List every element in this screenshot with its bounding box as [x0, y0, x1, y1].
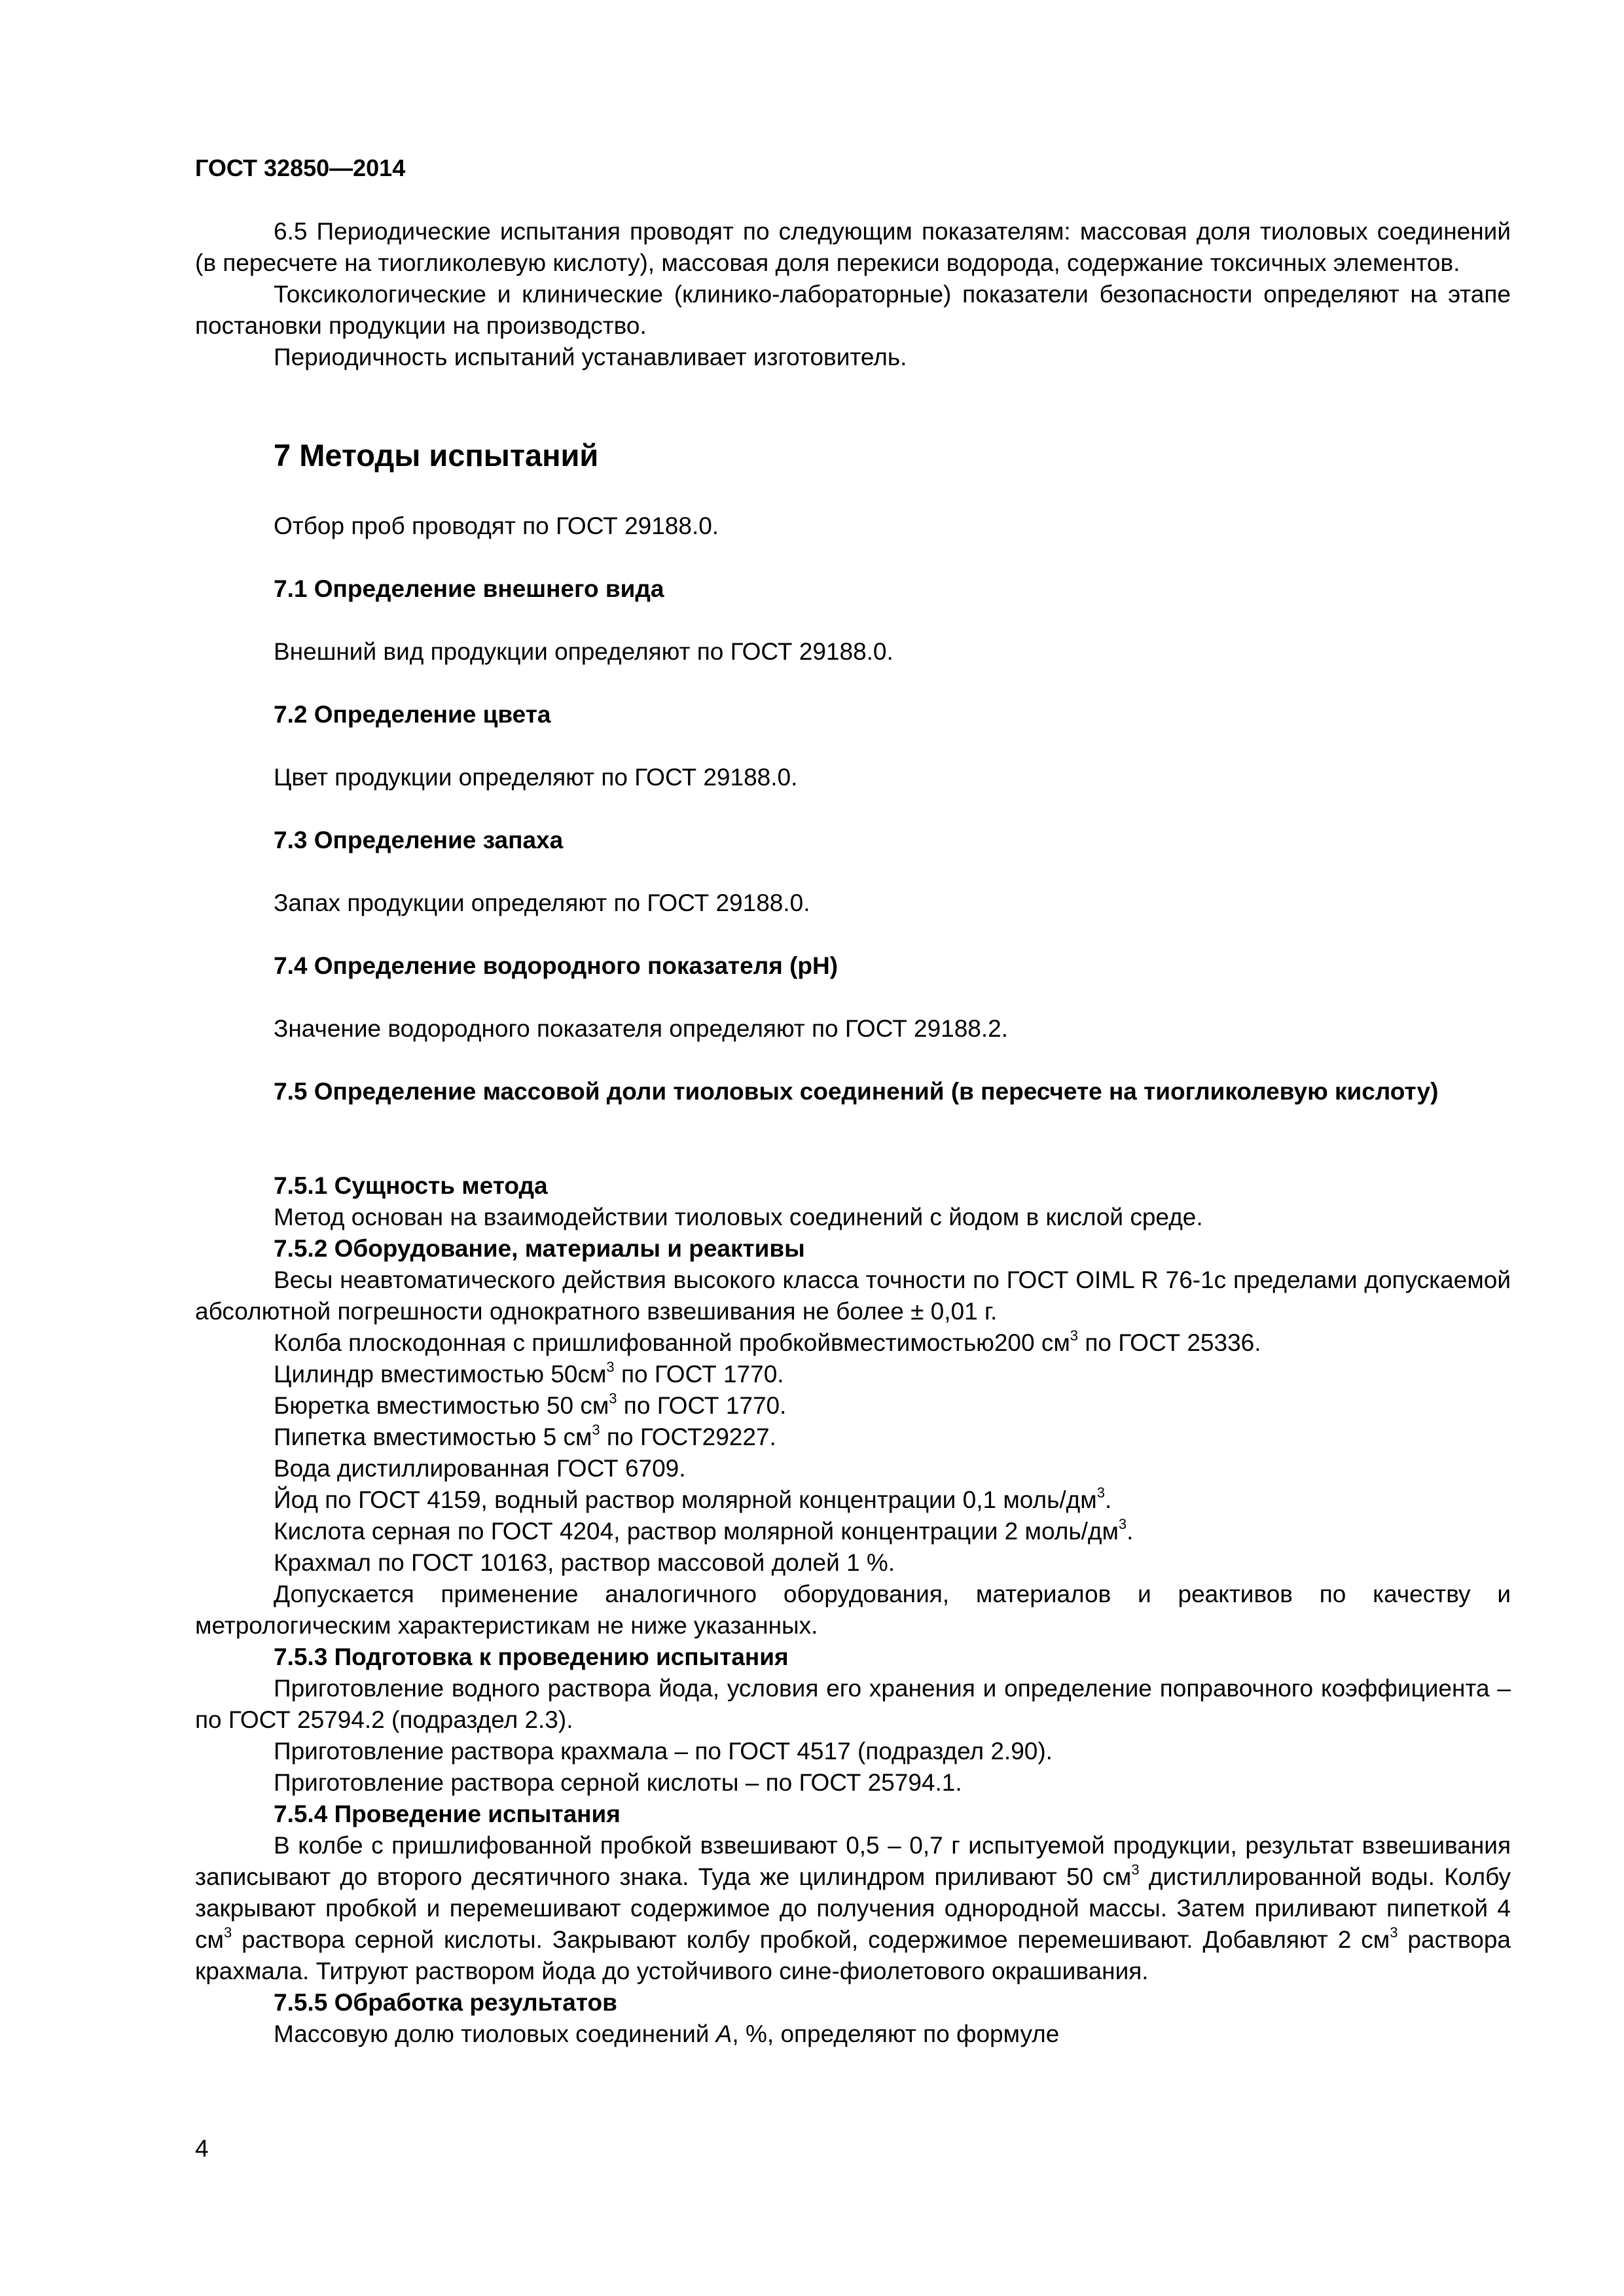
paragraph: Весы неавтоматического действия высокого класса точности по ГОСТ OIML R 76-1с пределами допускаемой абсолютной погрешности однократного взвешивания не более ± 0,01 г.	[195, 1266, 1511, 1325]
text: раствора крахмала. Титруют раствором йода до устойчивого сине-фиолетового окрашивания.	[195, 1926, 1511, 1984]
paragraph: Токсикологические и клинические (клинико-лабораторные) показатели безопасности определяют на этапе постановки продукции на производство.	[195, 281, 1511, 339]
paragraph: Приготовление раствора серной кислоты – по ГОСТ 25794.1.	[274, 1769, 962, 1796]
paragraph: Допускается применение аналогичного оборудования, материалов и реактивов по качеству и метрологическим характеристикам не ниже указанных.	[195, 1581, 1511, 1639]
paragraph: Вода дистиллированная ГОСТ 6709.	[274, 1455, 686, 1482]
superscript: 3	[592, 1422, 600, 1438]
paragraph: 6.5 Периодические испытания проводят по следующим показателям: массовая доля тиоловых соединений (в пересчете на тиогликолевую кислоту), массовая доля перекиси водорода, содержание токсичных элементов.	[195, 218, 1511, 276]
document-header: ГОСТ 32850—2014	[195, 154, 406, 181]
superscript: 3	[1096, 1484, 1105, 1501]
superscript: 3	[1131, 1861, 1140, 1878]
text: В колбе с пришлифованной пробкой взвешивают 0,5 – 0,7 г испытуемой продукции, результат взвешивания записывают до второго десятичного знака. Туда же цилиндром приливают 50 см	[195, 1832, 1511, 1890]
paragraph	[195, 2018, 1511, 2050]
subsection-title: 7.1 Определение внешнего вида	[274, 575, 664, 602]
text: Цилиндр вместимостью 50см	[274, 1361, 607, 1388]
paragraph: Периодичность испытаний устанавливает изготовитель.	[274, 344, 907, 370]
text: Массовую долю тиоловых соединений	[274, 2020, 716, 2047]
subsection-title: 7.5.4 Проведение испытания	[274, 1801, 621, 1827]
text: Йод по ГОСТ 4159, водный раствор молярной концентрации 0,1 моль/дм	[274, 1486, 1097, 1513]
paragraph: Приготовление водного раствора йода, условия его хранения и определение поправочного коэффициента – по ГОСТ 25794.2 (подраздел 2.3).	[195, 1675, 1511, 1733]
paragraph: Отбор проб проводят по ГОСТ 29188.0.	[274, 512, 719, 539]
superscript: 3	[1390, 1924, 1398, 1941]
text: по ГОСТ 25336.	[1078, 1329, 1261, 1356]
text: , %, определяют по формуле	[732, 2020, 1060, 2047]
text: дистиллированной воды. Колбу закрывают пробкой и перемешивают содержимое до получения однородной массы. Затем приливают пипеткой 4 см	[195, 1863, 1511, 1953]
subsection-title: 7.5.2 Оборудование, материалы и реактивы	[274, 1235, 805, 1262]
section-6-5	[195, 216, 1511, 373]
formula-variable: А	[715, 2020, 732, 2047]
subsection-title: 7.3 Определение запаха	[274, 827, 564, 853]
text: по ГОСТ 1770.	[614, 1361, 784, 1388]
superscript: 3	[606, 1359, 615, 1375]
paragraph: Значение водородного показателя определяют по ГОСТ 29188.2.	[274, 1015, 1009, 1042]
paragraph	[195, 1359, 1511, 1390]
paragraph	[195, 1516, 1511, 1547]
paragraph	[195, 1484, 1511, 1516]
text: Бюретка вместимостью 50 см	[274, 1392, 609, 1419]
paragraph: Внешний вид продукции определяют по ГОСТ 29188.0.	[274, 638, 893, 665]
section-7-5	[195, 1076, 1511, 1107]
text: Колба плоскодонная с пришлифованной пробкойвместимостью200 см	[274, 1329, 1070, 1356]
page-number: 4	[195, 2135, 209, 2162]
section-title: 7 Методы испытаний	[274, 438, 599, 473]
paragraph: Приготовление раствора крахмала – по ГОСТ 4517 (подраздел 2.90).	[274, 1738, 1053, 1765]
superscript: 3	[223, 1924, 232, 1941]
paragraph: Цвет продукции определяют по ГОСТ 29188.0.	[274, 764, 798, 791]
text: .	[1127, 1518, 1134, 1545]
paragraph: Запах продукции определяют по ГОСТ 29188.0.	[274, 889, 810, 916]
subsection-title: 7.5.3 Подготовка к проведению испытания	[274, 1643, 789, 1670]
text: .	[1104, 1486, 1112, 1513]
paragraph: Крахмал по ГОСТ 10163, раствор массовой долей 1 %.	[274, 1549, 895, 1576]
text: раствора серной кислоты. Закрывают колбу пробкой, содержимое перемешивают. Добавляют 2 см	[232, 1926, 1390, 1953]
paragraph	[195, 1327, 1511, 1359]
subsection-title: 7.5.1 Сущность метода	[274, 1172, 548, 1199]
paragraph	[195, 1390, 1511, 1422]
paragraph: Метод основан на взаимодействии тиоловых соединений с йодом в кислой среде.	[274, 1204, 1203, 1230]
text: Кислота серная по ГОСТ 4204, раствор молярной концентрации 2 моль/дм	[274, 1518, 1119, 1545]
subsection-title: 7.2 Определение цвета	[274, 701, 551, 728]
superscript: 3	[1118, 1516, 1127, 1532]
text: по ГОСТ 1770.	[617, 1392, 787, 1419]
section-7-5-body	[195, 1170, 1511, 2050]
text: по ГОСТ29227.	[600, 1424, 776, 1450]
superscript: 3	[609, 1390, 617, 1407]
text: Пипетка вместимостью 5 см	[274, 1424, 592, 1450]
superscript: 3	[1070, 1327, 1079, 1344]
subsection-title: 7.4 Определение водородного показателя (pH)	[274, 952, 839, 979]
subsection-title: 7.5 Определение массовой доли тиоловых соединений (в пересчете на тиогликолевую кислоту)	[274, 1078, 1439, 1105]
paragraph	[195, 1422, 1511, 1453]
subsection-title: 7.5.5 Обработка результатов	[274, 1989, 617, 2016]
paragraph	[195, 1830, 1511, 1987]
